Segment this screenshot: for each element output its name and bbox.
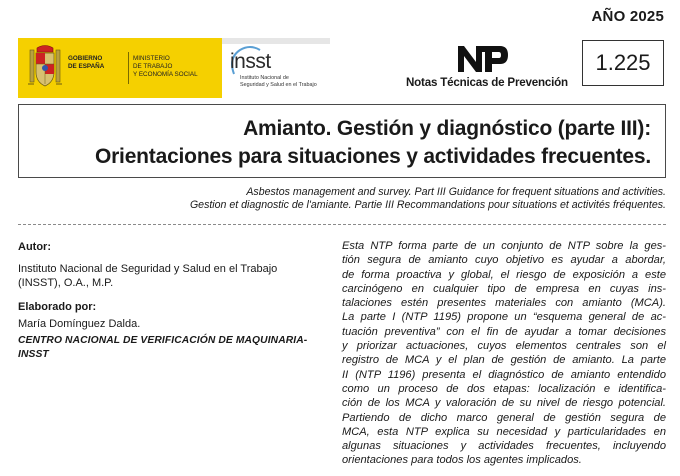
ministerio-line-1: MINISTERIO <box>133 55 170 62</box>
abstract-line: Partiendo de dicho marco general de gestión segura de <box>342 411 666 424</box>
author-block <box>18 240 328 290</box>
coat-of-arms-icon <box>28 44 62 90</box>
prepared-label: Elaborado por: <box>18 301 97 313</box>
ntp-number: 1.225 <box>595 50 651 75</box>
insst-subtitle-line-1: Instituto Nacional de <box>240 75 289 81</box>
abstract <box>342 239 666 468</box>
abstract-line: de forma proactiva y global, el riesgo de exposición a este <box>342 268 666 281</box>
ministerio-line-3: Y ECONOMÍA SOCIAL <box>133 71 198 78</box>
ntp-logo-icon <box>456 44 510 74</box>
ntp-caption: Notas Técnicas de Prevención <box>406 76 568 89</box>
title-line-1: Amianto. Gestión y diagnóstico (parte III): <box>243 117 651 140</box>
abstract-line: y priorizar actuaciones, cuyos elementos centrales son el <box>342 340 666 353</box>
gobierno-line-1: GOBIERNO <box>68 55 103 62</box>
ministerio-line-2: DE TRABAJO <box>133 63 173 70</box>
abstract-line: tión segura de amianto cuyo objetivo es ayudar a abordar, <box>342 254 666 267</box>
title-english: Asbestos management and survey. Part III Guidance for frequent situations and activities. <box>246 186 666 198</box>
center-name-line-2: INSST <box>18 349 49 360</box>
author-label: Autor: <box>18 241 51 253</box>
center-name-line-1: CENTRO NACIONAL DE VERIFICACIÓN DE MAQUINARIA- <box>18 335 308 346</box>
credits-column <box>18 240 328 362</box>
insst-subtitle <box>240 75 336 89</box>
title-box <box>18 104 666 178</box>
title-french: Gestion et diagnostic de l'amiante. Partie III Recommandations pour situations et activités fréquentes. <box>189 199 666 211</box>
author-line-1: Instituto Nacional de Seguridad y Salud en el Trabajo <box>18 263 278 275</box>
abstract-line: Esta NTP forma parte de un conjunto de NTP sobre la ges- <box>342 240 666 252</box>
title-translations <box>190 186 666 212</box>
abstract-line: talaciones estén presentes materiales con amianto (MCA). <box>342 297 666 310</box>
section-divider <box>18 224 666 225</box>
abstract-line: como un proceso de dos etapas: localización e identifica- <box>342 382 666 395</box>
gobierno-line-2: DE ESPAÑA <box>68 63 105 70</box>
abstract-line: tuación preventiva” con el fin de ayudar a tomar decisiones <box>342 325 666 338</box>
insst-logo: insst <box>230 50 271 73</box>
title-line-2: Orientaciones para situaciones y actividades frecuentes. <box>94 145 651 168</box>
abstract-line: II (NTP 1196) presenta el diagnóstico de amianto entendido <box>342 368 666 381</box>
prepared-name: María Domínguez Dalda. <box>18 318 141 330</box>
abstract-line: MCA, esta NTP explica su necesidad y particularidades en <box>342 425 666 438</box>
abstract-line: ción de los MCA y valoración de su nivel de riesgo potencial. <box>342 397 666 410</box>
abstract-line: registro de MCA y el plan de gestión de amianto. La parte <box>342 354 666 367</box>
ntp-number-box <box>582 40 664 86</box>
year-label: AÑO 2025 <box>591 8 664 25</box>
gobierno-de-espana-text <box>68 55 128 71</box>
abstract-line: algunas situaciones y actividades frecuentes, incluyendo <box>342 440 666 453</box>
logo-divider <box>128 52 129 84</box>
insst-subtitle-line-2: Seguridad y Salud en el Trabajo <box>240 82 317 88</box>
abstract-line: La parte I (NTP 1195) propone un “esquema general de ac- <box>342 311 666 324</box>
abstract-line: carcinógeno en cualquier tipo de empresa en cuyas ins- <box>342 282 666 295</box>
abstract-line: orientaciones para todos los agentes implicados. <box>342 454 582 467</box>
prepared-block <box>18 300 328 362</box>
ministerio-text <box>133 55 219 79</box>
author-line-2: (INSST), O.A., M.P. <box>18 277 114 289</box>
